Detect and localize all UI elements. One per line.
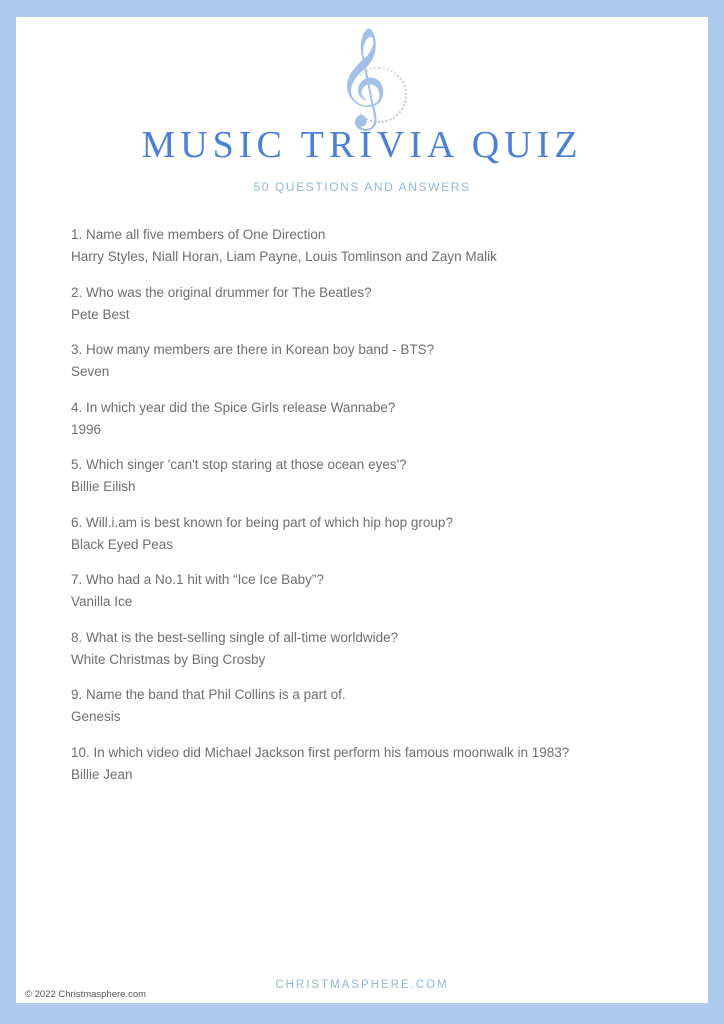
answer-text: Harry Styles, Niall Horan, Liam Payne, Louis Tomlinson and Zayn Malik	[71, 249, 497, 264]
footer-site-url: CHRISTMASPHERE.COM	[275, 979, 449, 991]
qa-block-10	[71, 742, 668, 786]
question-list	[16, 224, 708, 786]
footer-copyright: © 2022 Christmasphere.com	[25, 989, 147, 1000]
qa-block-3	[71, 339, 668, 383]
treble-clef-icon	[336, 27, 388, 127]
qa-block-6	[71, 512, 668, 556]
quiz-header	[16, 17, 708, 194]
question-text: 3. How many members are there in Korean boy band - BTS?	[71, 342, 435, 357]
page-title: MUSIC TRIVIA QUIZ	[141, 124, 583, 166]
qa-block-5	[71, 454, 668, 498]
question-text: 2. Who was the original drummer for The Beatles?	[71, 284, 372, 300]
answer-text: Black Eyed Peas	[71, 536, 174, 552]
question-text: 7. Who had a No.1 hit with “Ice Ice Baby”?	[71, 572, 324, 587]
question-text: 4. In which year did the Spice Girls release Wannabe?	[71, 399, 396, 415]
answer-text: Genesis	[71, 709, 121, 724]
treble-clef-glyph: 𝄞	[336, 27, 388, 127]
question-text: 9. Name the band that Phil Collins is a part of.	[71, 687, 346, 702]
page-subtitle: 50 QUESTIONS AND ANSWERS	[253, 180, 471, 194]
question-text: 1. Name all five members of One Direction	[71, 227, 326, 242]
question-text: 5. Which singer 'can't stop staring at those ocean eyes'?	[71, 457, 407, 472]
question-text: 10. In which video did Michael Jackson first perform his famous moonwalk in 1983?	[71, 744, 570, 760]
qa-block-4	[71, 397, 668, 441]
quiz-sheet	[16, 17, 708, 1003]
answer-text: White Christmas by Bing Crosby	[71, 651, 266, 667]
qa-block-9	[71, 684, 668, 728]
qa-block-7	[71, 569, 668, 613]
question-text: 6. Will.i.am is best known for being part of which hip hop group?	[71, 514, 453, 530]
answer-text: Billie Eilish	[71, 479, 136, 494]
answer-text: Billie Jean	[71, 766, 133, 782]
answer-text: 1996	[71, 421, 102, 437]
question-text: 8. What is the best-selling single of all-time worldwide?	[71, 629, 399, 645]
qa-block-8	[71, 627, 668, 671]
qa-block-1	[71, 224, 668, 268]
answer-text: Pete Best	[71, 306, 130, 322]
answer-text: Seven	[71, 364, 110, 379]
answer-text: Vanilla Ice	[71, 594, 133, 609]
qa-block-2	[71, 282, 668, 326]
